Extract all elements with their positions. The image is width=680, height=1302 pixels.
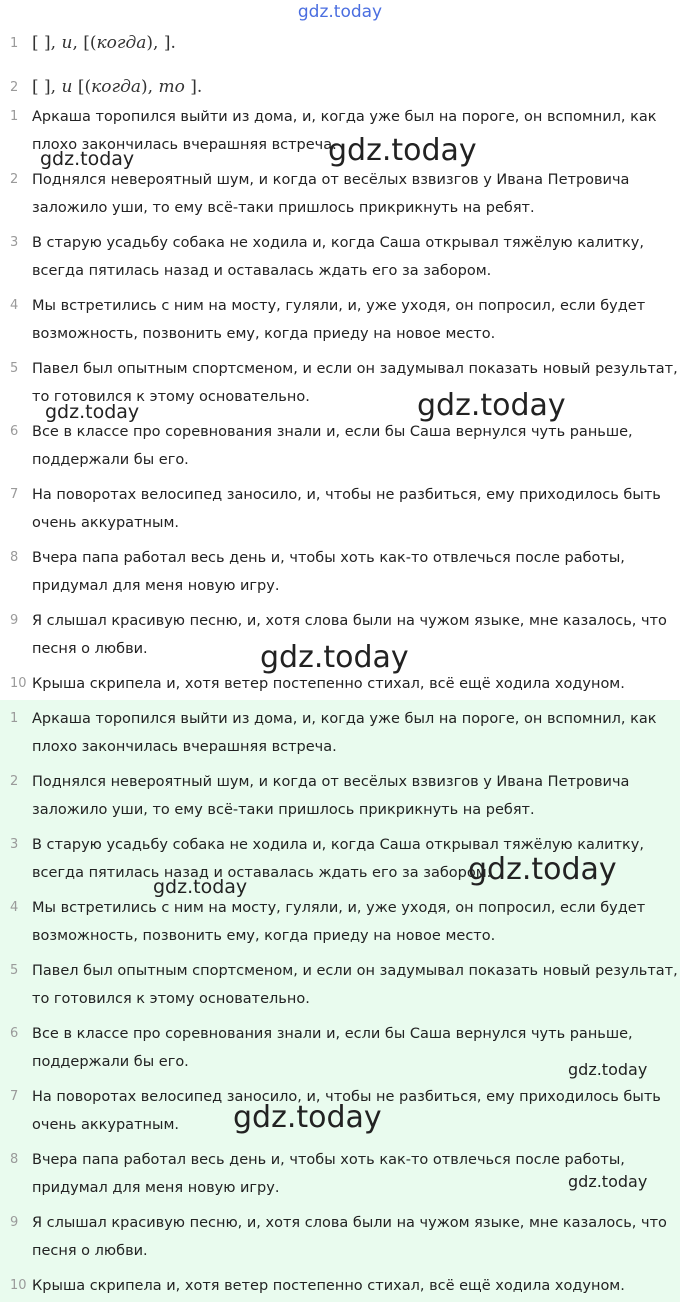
watermark: gdz.today <box>153 876 248 898</box>
sentence-item: 9 Я слышал красивую песню, и, хотя слова были на чужом языке, мне казалось, что песня о любви. <box>10 613 667 657</box>
watermark: gdz.today <box>468 852 617 887</box>
watermark: gdz.today <box>568 1060 648 1079</box>
watermark: gdz.today <box>568 1172 648 1191</box>
answer-sentence-item: 5 Павел был опытным спортсменом, и если он задумывал показать новый результат, то готовился к этому основательно. <box>10 963 678 1007</box>
scheme-2: [ ], и [(когда), то ]. <box>32 77 203 97</box>
answer-sentence-item: 10 Крыша скрипела и, хотя ветер постепенно стихал, всё ещё ходила ходуном. <box>10 1278 625 1294</box>
watermark: gdz.today <box>40 148 135 170</box>
sentence-item: 3 В старую усадьбу собака не ходила и, когда Саша открывал тяжёлую калитку, всегда пятилась назад и оставалась ждать его за забором. <box>10 235 644 279</box>
answer-sentence-item: 9 Я слышал красивую песню, и, хотя слова были на чужом языке, мне казалось, что песня о любви. <box>10 1215 667 1259</box>
sentence-item: 7 На поворотах велосипед заносило, и, чтобы не разбиться, ему приходилось быть очень аккуратным. <box>10 487 661 531</box>
answer-sentence-item: 1 Аркаша торопился выйти из дома, и, когда уже был на пороге, он вспомнил, как плохо закончилась вчерашняя встреча. <box>10 711 657 755</box>
answer-sentence-item: 8 Вчера папа работал весь день и, чтобы хоть как-то отвлечься после работы, придумал для меня новую игру. <box>10 1152 625 1196</box>
sentence-item: 8 Вчера папа работал весь день и, чтобы хоть как-то отвлечься после работы, придумал для меня новую игру. <box>10 550 625 594</box>
watermark: gdz.today <box>260 640 409 675</box>
sentence-item: 4 Мы встретились с ним на мосту, гуляли, и, уже уходя, он попросил, если будет возможность, позвонить ему, когда приеду на новое место. <box>10 298 646 342</box>
sentence-item: 2 Поднялся невероятный шум, и когда от весёлых взвизгов у Ивана Петровича заложило уши, то ему всё-таки пришлось прикрикнуть на ребят. <box>10 172 630 216</box>
sentence-item: 1 Аркаша торопился выйти из дома, и, когда уже был на пороге, он вспомнил, как плохо закончилась вчерашняя встреча. <box>10 109 657 153</box>
answer-sentence-item: 7 На поворотах велосипед заносило, и, чтобы не разбиться, ему приходилось быть очень аккуратным. <box>10 1089 661 1133</box>
sentence-item: 10 Крыша скрипела и, хотя ветер постепенно стихал, всё ещё ходила ходуном. <box>10 676 625 692</box>
scheme-number: 1 <box>10 36 19 51</box>
answer-sentence-item: 6 Все в классе про соревнования знали и, если бы Саша вернулся чуть раньше, поддержали бы его. <box>10 1026 633 1070</box>
watermark: gdz.today <box>417 388 566 423</box>
site-watermark-header: gdz.today <box>297 2 383 22</box>
sentence-item: 5 Павел был опытным спортсменом, и если он задумывал показать новый результат, то готовился к этому основательно. <box>10 361 678 405</box>
watermark: gdz.today <box>233 1100 382 1135</box>
sentence-item: 6 Все в классе про соревнования знали и, если бы Саша вернулся чуть раньше, поддержали бы его. <box>10 424 633 468</box>
answer-sentence-item: 2 Поднялся невероятный шум, и когда от весёлых взвизгов у Ивана Петровича заложило уши, то ему всё-таки пришлось прикрикнуть на ребят. <box>10 774 630 818</box>
answer-sentence-item: 4 Мы встретились с ним на мосту, гуляли, и, уже уходя, он попросил, если будет возможность, позвонить ему, когда приеду на новое место. <box>10 900 646 944</box>
answer-sentence-item: 3 В старую усадьбу собака не ходила и, когда Саша открывал тяжёлую калитку, всегда пятилась назад и оставалась ждать его за забором. <box>10 837 644 881</box>
scheme-1: [ ], и, [(когда), ]. <box>32 33 176 53</box>
scheme-number: 2 <box>10 80 19 95</box>
watermark: gdz.today <box>45 401 140 423</box>
watermark: gdz.today <box>328 133 477 168</box>
